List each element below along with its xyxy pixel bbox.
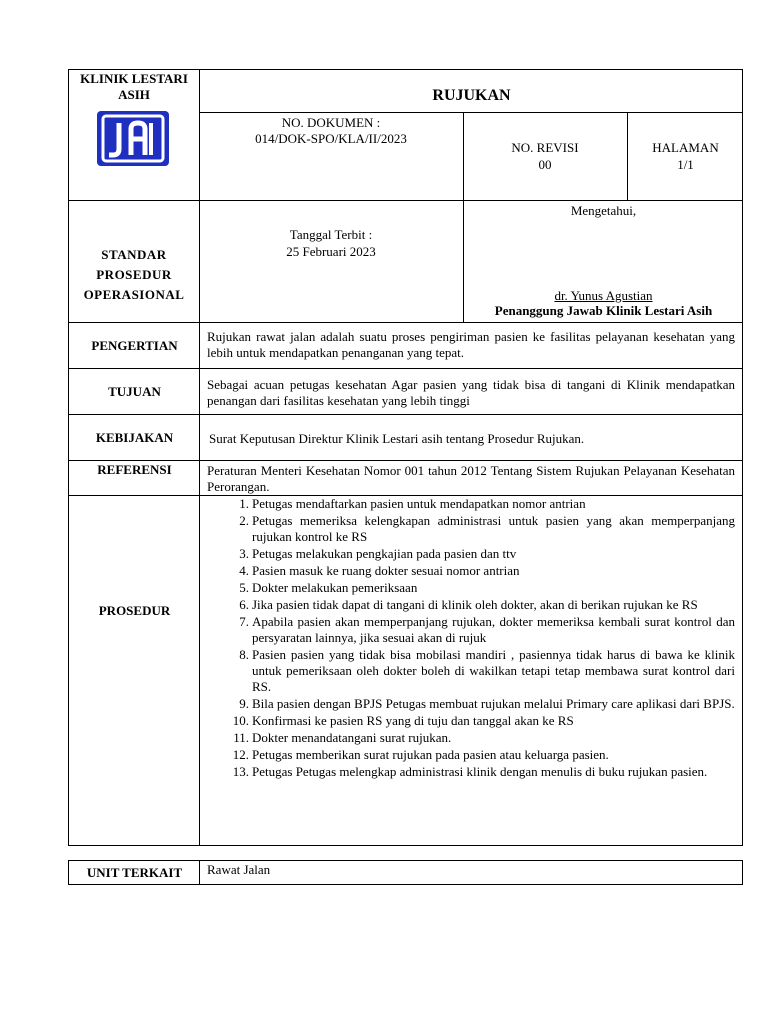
signer-name: dr. Yunus Agustian xyxy=(554,288,653,303)
clinic-logo-svg xyxy=(97,111,169,166)
acknowledged-text: Mengetahui, xyxy=(570,203,637,218)
list-item: 4. Pasien masuk ke ruang dokter sesuai nomor antrian xyxy=(239,563,520,578)
list-item: 3. Petugas melakukan pengkajian pada pasien dan ttv xyxy=(239,546,517,561)
revision-value: 00 xyxy=(538,157,552,172)
grid-line xyxy=(199,112,743,113)
list-item: 5. Dokter melakukan pemeriksaan xyxy=(239,580,418,595)
tujuan-label: TUJUAN xyxy=(108,384,161,399)
pengertian-label: PENGERTIAN xyxy=(91,338,178,353)
clinic-logo-icon xyxy=(97,111,169,166)
revision-label: NO. REVISI xyxy=(511,140,579,155)
list-item: 9. Bila pasien dengan BPJS Petugas membuat rujukan melalui Primary care aplikasi dari BPJS. xyxy=(239,696,735,711)
list-item: 10. Konfirmasi ke pasien RS yang di tuju dan tanggal akan ke RS xyxy=(232,713,574,728)
kebijakan-text: Surat Keputusan Direktur Klinik Lestari asih tentang Prosedur Rujukan. xyxy=(209,431,585,446)
list-item: 2. Petugas memeriksa kelengkapan administrasi untuk pasien yang akan memperpanjang rujukan kontrol ke RS xyxy=(239,513,735,544)
signer-title: Penanggung Jawab Klinik Lestari Asih xyxy=(494,303,713,318)
grid-line xyxy=(68,414,743,415)
grid-line xyxy=(199,69,200,846)
document-title: RUJUKAN xyxy=(432,87,511,104)
sop-label: STANDAR PROSEDUR OPERASIONAL xyxy=(83,247,185,302)
grid-line xyxy=(68,200,743,201)
prosedur-list xyxy=(207,496,735,781)
doc-number-label: NO. DOKUMEN : xyxy=(281,115,381,130)
grid-line xyxy=(627,112,628,200)
list-item: 12. Petugas memberikan surat rujukan pada pasien atau keluarga pasien. xyxy=(232,747,609,762)
unit-terkait-value: Rawat Jalan xyxy=(207,862,271,877)
kebijakan-label: KEBIJAKAN xyxy=(95,430,174,445)
issued-label: Tanggal Terbit : xyxy=(289,227,373,242)
tujuan-text: Sebagai acuan petugas kesehatan Agar pasien yang tidak bisa di tangani di Klinik mendapatkan penangan dari fasilitas kesehatan yang lebih tinggi xyxy=(207,377,735,408)
list-item: 13. Petugas Petugas melengkap administrasi klinik dengan menulis di buku rujukan pasien. xyxy=(232,764,708,779)
prosedur-label: PROSEDUR xyxy=(98,603,171,618)
issued-date: 25 Februari 2023 xyxy=(286,244,376,259)
grid-line xyxy=(68,368,743,369)
page-label: HALAMAN xyxy=(652,140,719,155)
pengertian-text: Rujukan rawat jalan adalah suatu proses pengiriman pasien ke fasilitas pelayanan kesehatan yang lebih untuk mendapatkan penanganan yang tepat. xyxy=(207,329,735,360)
list-item: 7. Apabila pasien akan memperpanjang rujukan, dokter memeriksa kembali surat kontrol dan persyaratan lainnya, jika sesuai akan di rujuk xyxy=(239,614,735,645)
grid-line xyxy=(68,460,743,461)
referensi-label: REFERENSI xyxy=(97,462,172,477)
list-item: 1. Petugas mendaftarkan pasien untuk mendapatkan nomor antrian xyxy=(239,496,586,511)
page-value: 1/1 xyxy=(677,157,694,172)
referensi-text: Peraturan Menteri Kesehatan Nomor 001 tahun 2012 Tentang Sistem Rujukan Pelayanan Kesehatan Perorangan. xyxy=(207,463,735,494)
clinic-name: KLINIK LESTARI ASIH xyxy=(80,71,188,102)
list-item: 11. Dokter menandatangani surat rujukan. xyxy=(233,730,452,745)
grid-line xyxy=(68,322,743,323)
list-item: 8. Pasien pasien yang tidak bisa mobilasi mandiri , pasiennya tidak harus di bawa ke klinik untuk pemeriksaan oleh dokter boleh di wakilkan tetapi tetap membawa surat kontrol dari RS. xyxy=(239,647,735,694)
doc-number-value: 014/DOK-SPO/KLA/II/2023 xyxy=(255,131,407,146)
list-item: 6. Jika pasien tidak dapat di tangani di klinik oleh dokter, akan di berikan rujukan ke RS xyxy=(239,597,698,612)
unit-terkait-label: UNIT TERKAIT xyxy=(86,865,183,880)
